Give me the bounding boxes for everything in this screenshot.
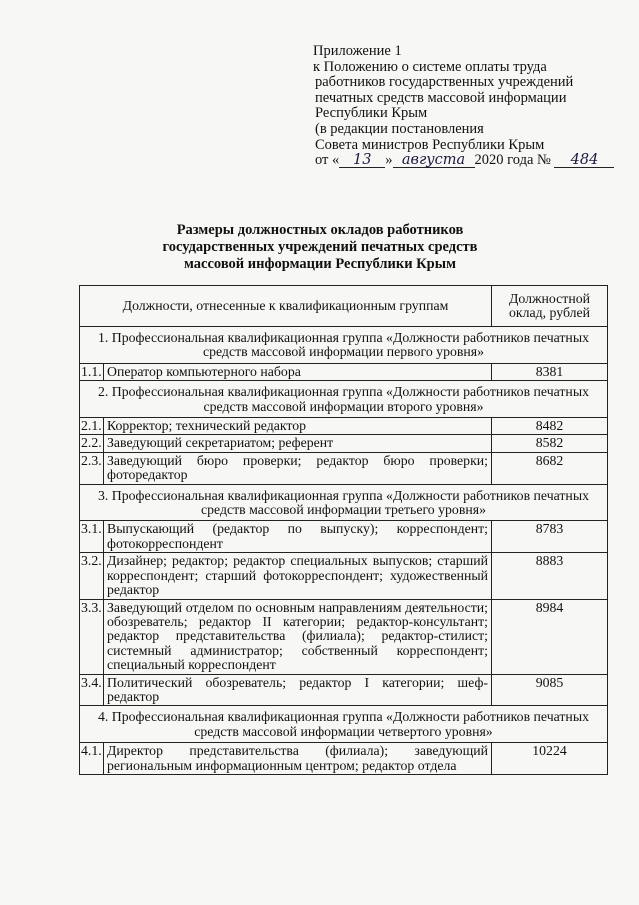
appendix-line: печатных средств массовой информации — [315, 89, 567, 106]
row-salary: 8783 — [492, 521, 608, 553]
table-row — [80, 363, 608, 380]
table-row — [80, 599, 608, 674]
appendix-line: работников государственных учреждений — [315, 74, 574, 91]
date-year: 2020 года № — [474, 152, 551, 169]
row-position: Оператор компьютерного набора — [104, 363, 492, 380]
appendix-block — [313, 44, 613, 169]
title-line: Размеры должностных окладов работников — [176, 222, 464, 238]
row-number: 3.4. — [80, 674, 104, 706]
group-title: 1. Профессиональная квалификационная группа «Должности работников печатных средств массовой информации первого уровня» — [80, 327, 608, 364]
appendix-line: Республики Крым — [315, 105, 428, 122]
group-title: 3. Профессиональная квалификационная группа «Должности работников печатных средств массовой информации третьего уровня» — [80, 484, 608, 521]
row-position: Политический обозреватель; редактор I категории; шеф-редактор — [104, 674, 492, 706]
group-row — [80, 381, 608, 418]
date-quote-close: » — [385, 152, 393, 169]
table-row — [80, 418, 608, 435]
title-line: массовой информации Республики Крым — [184, 256, 456, 272]
row-number: 2.3. — [80, 452, 104, 484]
row-salary: 8682 — [492, 452, 608, 484]
row-number: 2.1. — [81, 418, 102, 434]
table-row — [80, 435, 608, 452]
row-number: 3.3. — [80, 599, 104, 674]
row-salary: 8381 — [492, 363, 608, 380]
group-row — [80, 706, 608, 743]
handwritten-day: 13 — [339, 153, 385, 168]
table-row — [80, 674, 608, 706]
resolution-date-line — [313, 153, 613, 169]
document-title — [130, 222, 510, 273]
row-position: Заведующий бюро проверки; редактор бюро проверки; фоторедактор — [104, 452, 492, 484]
table-row — [80, 743, 608, 775]
appendix-line: Совета министров Республики Крым — [315, 136, 545, 153]
group-title: 4. Профессиональная квалификационная группа «Должности работников печатных средств массовой информации четвертого уровня» — [80, 706, 608, 743]
row-position: Корректор; технический редактор — [104, 418, 492, 435]
date-prefix: от « — [315, 152, 340, 169]
row-salary: 8883 — [492, 553, 608, 599]
row-salary: 10224 — [492, 743, 608, 775]
table-row — [80, 553, 608, 599]
row-salary: 8482 — [492, 418, 608, 435]
row-position: Заведующий отделом по основным направлениям деятельности; обозреватель; редактор II категории; редактор-консультант; редактор представительства (филиала); редактор-стилист; системный администратор; собственный корреспондент; специальный корреспондент — [104, 599, 492, 674]
group-row — [80, 484, 608, 521]
appendix-line: Приложение 1 — [313, 43, 402, 59]
row-salary: 9085 — [492, 674, 608, 706]
row-number: 1.1. — [81, 363, 102, 379]
handwritten-doc-number: 484 — [554, 153, 614, 168]
row-position: Директор представительства (филиала); заведующий региональным информационным центром; редактор отдела — [104, 743, 492, 775]
group-title: 2. Профессиональная квалификационная группа «Должности работников печатных средств массовой информации второго уровня» — [80, 381, 608, 418]
row-salary: 8984 — [492, 599, 608, 674]
group-row — [80, 327, 608, 364]
table-header-row — [80, 286, 608, 327]
row-number: 4.1. — [80, 743, 104, 775]
appendix-line: к Положению о системе оплаты труда — [313, 58, 547, 75]
header-salary: Должностной оклад, рублей — [492, 286, 608, 327]
salary-table — [79, 285, 608, 775]
row-number: 3.1. — [80, 521, 104, 553]
row-salary: 8582 — [492, 435, 608, 452]
row-number: 2.2. — [81, 435, 102, 451]
header-positions: Должности, отнесенные к квалификационным группам — [80, 286, 492, 327]
row-position: Заведующий секретариатом; референт — [104, 435, 492, 452]
title-line: государственных учреждений печатных средств — [162, 239, 478, 255]
handwritten-month: августа — [393, 153, 475, 168]
row-number: 3.2. — [80, 553, 104, 599]
row-position: Дизайнер; редактор; редактор специальных выпусков; старший корреспондент; старший фотокорреспондент; художественный редактор — [104, 553, 492, 599]
row-position: Выпускающий (редактор по выпуску); корреспондент; фотокорреспондент — [104, 521, 492, 553]
table-row — [80, 521, 608, 553]
appendix-line: (в редакции постановления — [315, 120, 484, 137]
table-row — [80, 452, 608, 484]
